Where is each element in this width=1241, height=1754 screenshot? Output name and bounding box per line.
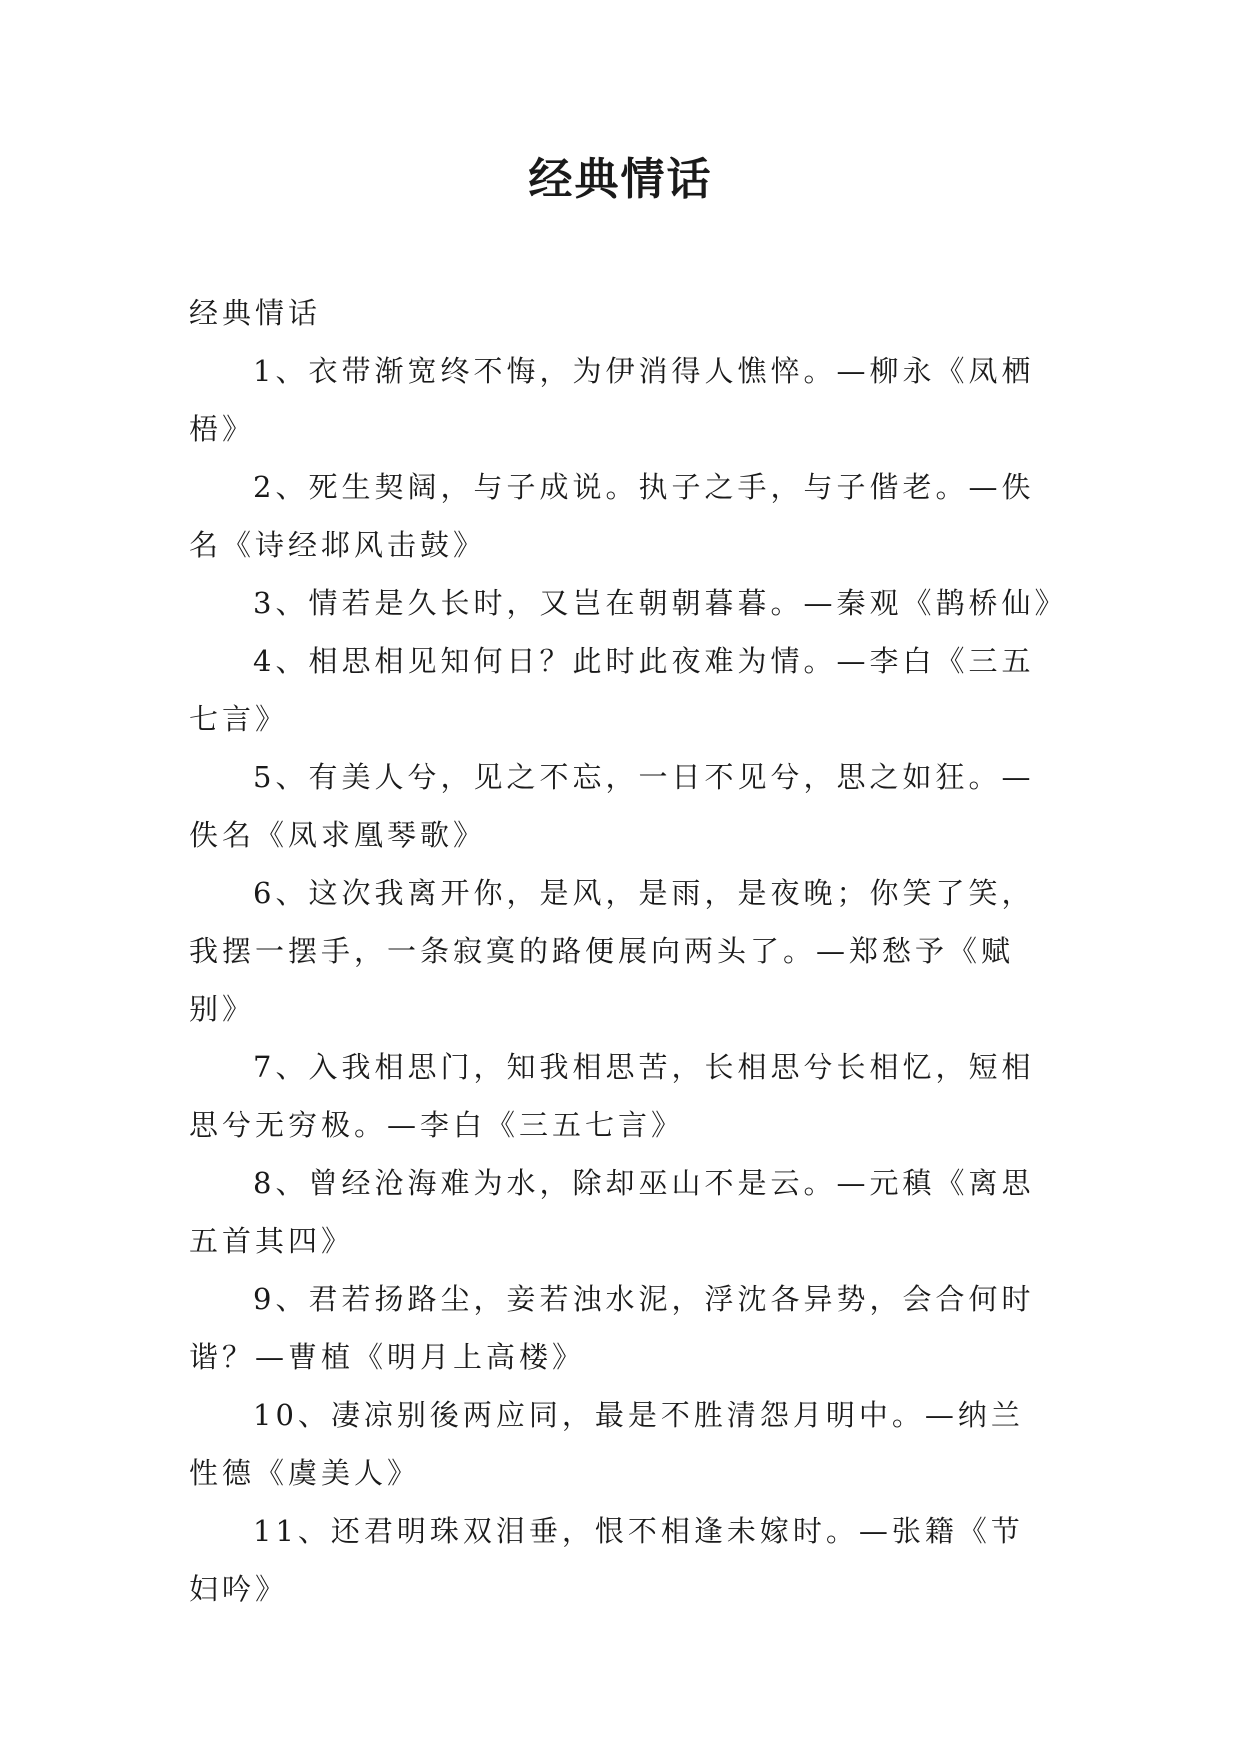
quote-entry-10: 10、凄凉别後两应同，最是不胜清怨月明中。—纳兰性德《虞美人》	[189, 1398, 1024, 1490]
quote-entry-8: 8、曾经沧海难为水，除却巫山不是云。—元稹《离思五首其四》	[189, 1166, 1035, 1258]
quote-entry-7: 7、入我相思门，知我相思苦，长相思兮长相忆，短相思兮无穷极。—李白《三五七言》	[189, 1050, 1035, 1142]
quote-entry-6: 6、这次我离开你，是风，是雨，是夜晚；你笑了笑，我摆一摆手，一条寂寞的路便展向两头了。—郑愁予《赋别》	[189, 876, 1035, 1026]
quote-entry-11: 11、还君明珠双泪垂，恨不相逢未嫁时。—张籍《节妇吟》	[189, 1514, 1024, 1606]
page-title: 经典情话	[528, 154, 713, 205]
quote-entry-3: 3、情若是久长时，又岂在朝朝暮暮。—秦观《鹊桥仙》	[253, 586, 1068, 620]
quote-entry-4: 4、相思相见知何日？此时此夜难为情。—李白《三五七言》	[189, 644, 1035, 736]
quote-entry-1: 1、衣带渐宽终不悔，为伊消得人憔悴。—柳永《凤栖梧》	[189, 354, 1035, 446]
section-heading: 经典情话	[189, 296, 322, 330]
document-body	[189, 284, 1068, 1618]
quote-entry-5: 5、有美人兮，见之不忘，一日不见兮，思之如狂。—佚名《凤求凰琴歌》	[189, 760, 1035, 852]
quote-entry-2: 2、死生契阔，与子成说。执子之手，与子偕老。—佚名《诗经邶风击鼓》	[189, 470, 1035, 562]
quote-entry-9: 9、君若扬路尘，妾若浊水泥，浮沈各异势，会合何时谐？—曹植《明月上高楼》	[189, 1282, 1035, 1374]
